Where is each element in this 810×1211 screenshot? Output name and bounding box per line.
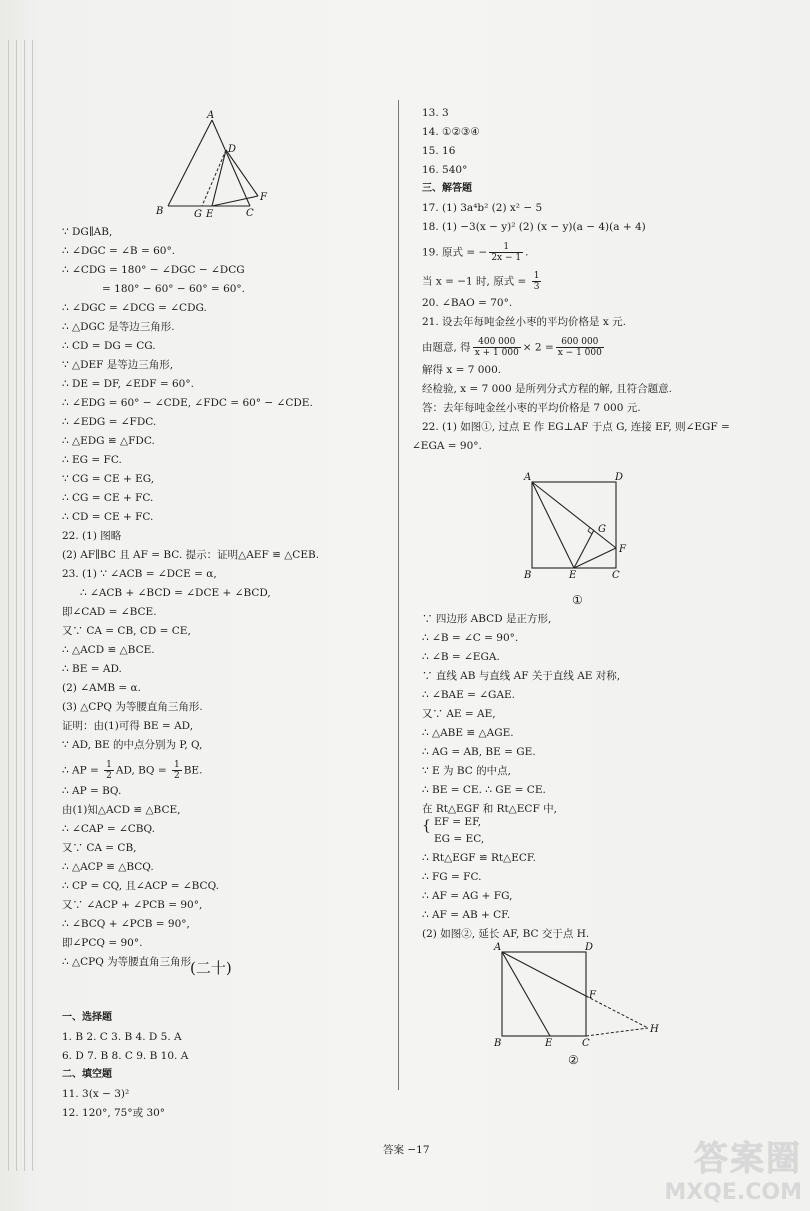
proof-line: ∴ CD = CE + FC. bbox=[62, 511, 154, 523]
svg-text:B: B bbox=[156, 206, 164, 217]
proof-line: ∵ 直线 AB 与直线 AF 关于直线 AE 对称, bbox=[422, 670, 621, 682]
proof-line: (2) ∠AMB = α. bbox=[62, 682, 141, 694]
section-title: (二十) bbox=[190, 959, 232, 977]
proof-line: ∴ BE = CE. ∴ GE = CE. bbox=[422, 784, 546, 796]
answer-line-fraction: 19. 原式 = − $\frac{1}{2x - 1}$ . bbox=[422, 242, 529, 263]
binding-edge bbox=[32, 40, 33, 1171]
answer-line-fraction: 由题意, 得 $\frac{400 000}{x + 1 000}$ × 2 = $\frac{600 000}{x - 1 000}$ bbox=[422, 337, 602, 358]
svg-text:C: C bbox=[582, 1038, 590, 1049]
answer-line: 13. 3 bbox=[422, 107, 449, 119]
proof-line: 又∵ ∠ACP + ∠PCB = 90°, bbox=[62, 899, 203, 911]
answer-line: 解得 x = 7 000. bbox=[422, 364, 502, 376]
svg-text:②: ② bbox=[568, 1053, 579, 1067]
fraction: $\frac{1}{2}$ bbox=[106, 760, 112, 781]
fill-answer: 12. 120°, 75°或 30° bbox=[62, 1107, 166, 1119]
proof-line: ∴ △ACP ≌ △BCQ. bbox=[62, 861, 154, 873]
proof-line: 23. (1) ∵ ∠ACB = ∠DCE = α, bbox=[62, 568, 217, 580]
answer-line: 14. ①②③④ bbox=[422, 126, 480, 138]
proof-line: ∴ ∠CDG = 180° − ∠DGC − ∠DCG bbox=[62, 264, 245, 276]
binding-edge bbox=[16, 40, 17, 1171]
answer-line: 18. (1) −3(x − y)² (2) (x − y)(a − 4)(a + 4) bbox=[422, 221, 646, 233]
proof-line: 在 Rt△EGF 和 Rt△ECF 中, bbox=[422, 803, 557, 815]
choice-answers-row: 6. D 7. B 8. C 9. B 10. A bbox=[62, 1050, 189, 1062]
svg-text:H: H bbox=[650, 1024, 659, 1035]
fraction: $\frac{1}{2x - 1}$ bbox=[491, 242, 522, 263]
answer-line: 17. (1) 3a⁴b² (2) x² − 5 bbox=[422, 202, 543, 214]
proof-line: (2) 如图②, 延长 AF, BC 交于点 H. bbox=[422, 928, 590, 940]
proof-line: ∵ E 为 BC 的中点, bbox=[422, 765, 511, 777]
answer-line: 21. 设去年每吨金丝小枣的平均价格是 x 元. bbox=[422, 316, 626, 328]
answer-line: 20. ∠BAO = 70°. bbox=[422, 297, 513, 309]
svg-text:C: C bbox=[246, 208, 254, 219]
proof-line: ∴ Rt△EGF ≌ Rt△ECF. bbox=[422, 852, 536, 864]
proof-line: 又∵ CA = CB, CD = CE, bbox=[62, 625, 191, 637]
proof-line: 即∠CAD = ∠BCE. bbox=[62, 606, 157, 618]
proof-line: ∴ △EDG ≌ △FDC. bbox=[62, 435, 155, 447]
proof-line: ∴ AP = BQ. bbox=[62, 785, 122, 797]
svg-text:F: F bbox=[260, 192, 267, 203]
proof-line: ∴ EG = FC. bbox=[62, 454, 122, 466]
svg-text:B: B bbox=[494, 1038, 502, 1049]
fraction: $\frac{1}{3}$ bbox=[533, 271, 540, 292]
proof-line: ∴ △CPQ 为等腰直角三角形. bbox=[62, 956, 195, 968]
column-divider bbox=[398, 100, 399, 1090]
choice-answers-row: 1. B 2. C 3. B 4. D 5. A bbox=[62, 1031, 182, 1043]
proof-line: ∴ AG = AB, BE = GE. bbox=[422, 746, 536, 758]
proof-line: 22. (1) 图略 bbox=[62, 530, 122, 542]
svg-text:F: F bbox=[589, 990, 596, 1001]
proof-line: ∴ △DGC 是等边三角形. bbox=[62, 321, 175, 333]
proof-line: ∴ FG = FC. bbox=[422, 871, 482, 883]
svg-text:E: E bbox=[545, 1038, 553, 1049]
proof-line: ∴ CP = CQ, 且∠ACP = ∠BCQ. bbox=[62, 880, 220, 892]
svg-text:G: G bbox=[598, 524, 606, 535]
proof-line: ∴ △ACD ≌ △BCE. bbox=[62, 644, 155, 656]
proof-line: ∴ AF = AB + CF. bbox=[422, 909, 511, 921]
proof-line: 证明：由(1)可得 BE = AD, bbox=[62, 720, 194, 732]
proof-line: 又∵ CA = CB, bbox=[62, 842, 137, 854]
svg-text:B: B bbox=[524, 570, 532, 581]
proof-line: ∴ BE = AD. bbox=[62, 663, 122, 675]
svg-text:F: F bbox=[619, 544, 626, 555]
answer-line: 15. 16 bbox=[422, 145, 456, 157]
square-figure-2 bbox=[490, 940, 670, 1075]
proof-line: ∴ ∠ACB + ∠BCD = ∠DCE + ∠BCD, bbox=[80, 587, 271, 599]
answer-line: 22. (1) 如图①, 过点 E 作 EG⊥AF 于点 G, 连接 EF, 则∠EGF = bbox=[422, 421, 730, 433]
proof-line: ∴ △ABE ≌ △AGE. bbox=[422, 727, 514, 739]
svg-text:A: A bbox=[207, 110, 215, 121]
binding-edge bbox=[24, 40, 25, 1171]
proof-line: ∴ ∠DGC = ∠DCG = ∠CDG. bbox=[62, 302, 207, 314]
binding-edge bbox=[8, 40, 9, 1171]
svg-text:D: D bbox=[228, 144, 237, 155]
proof-line: (3) △CPQ 为等腰直角三角形. bbox=[62, 701, 203, 713]
solve-section-title: 三、解答题 bbox=[422, 183, 472, 194]
answer-line: 经检验, x = 7 000 是所列分式方程的解, 且符合题意. bbox=[422, 383, 672, 395]
proof-line: ∴ CD = DG = CG. bbox=[62, 340, 156, 352]
svg-text:C: C bbox=[612, 570, 620, 581]
proof-line: ∴ ∠EDG = 60° − ∠CDE, ∠FDC = 60° − ∠CDE. bbox=[62, 397, 313, 409]
proof-line: ∴ DE = DF, ∠EDF = 60°. bbox=[62, 378, 194, 390]
fill-section-title: 二、填空题 bbox=[62, 1069, 112, 1080]
svg-text:A: A bbox=[524, 472, 532, 483]
brace-icon: { bbox=[422, 818, 431, 834]
proof-line: ∵ CG = CE + EG, bbox=[62, 473, 155, 485]
svg-text:E: E bbox=[206, 209, 214, 220]
proof-line: ∴ ∠CAP = ∠CBQ. bbox=[62, 823, 155, 835]
proof-line: ∴ ∠DGC = ∠B = 60°. bbox=[62, 245, 176, 257]
choice-section-title: 一、选择题 bbox=[62, 1012, 112, 1023]
svg-text:G: G bbox=[194, 209, 202, 220]
answer-line-fraction: 当 x = −1 时, 原式 = $\frac{1}{3}$ bbox=[422, 271, 540, 292]
svg-text:A: A bbox=[494, 942, 502, 953]
watermark-logo: 答案圈 MXQE.COM bbox=[664, 1139, 802, 1205]
proof-line: ∵ DG∥AB, bbox=[62, 226, 113, 238]
proof-line: 由(1)知△ACD ≌ △BCE, bbox=[62, 804, 181, 816]
proof-line: ∴ CG = CE + FC. bbox=[62, 492, 154, 504]
proof-line: ∴ ∠BCQ + ∠PCB = 90°, bbox=[62, 918, 190, 930]
svg-text:D: D bbox=[585, 942, 594, 953]
proof-line: ∴ ∠B = ∠EGA. bbox=[422, 651, 500, 663]
proof-line: EG = EC, bbox=[434, 833, 485, 845]
proof-line: 即∠PCQ = 90°. bbox=[62, 937, 143, 949]
answer-line: 答：去年每吨金丝小枣的平均价格是 7 000 元. bbox=[422, 402, 641, 414]
svg-text:①: ① bbox=[572, 593, 583, 607]
svg-text:D: D bbox=[615, 472, 624, 483]
page-footer: 答案 −17 bbox=[383, 1144, 430, 1156]
proof-line: ∵ 四边形 ABCD 是正方形, bbox=[422, 613, 552, 625]
fraction: $\frac{600 000}{x - 1 000}$ bbox=[557, 337, 602, 358]
answer-line: ∠EGA = 90°. bbox=[412, 440, 482, 452]
proof-line: EF = EF, bbox=[434, 816, 482, 828]
proof-line: (2) AF∥BC 且 AF = BC. 提示：证明△AEF ≌ △CEB. bbox=[62, 549, 320, 561]
proof-line: ∴ AF = AG + FG, bbox=[422, 890, 513, 902]
proof-line: ∴ ∠BAE = ∠GAE. bbox=[422, 689, 516, 701]
proof-line: ∵ △DEF 是等边三角形, bbox=[62, 359, 174, 371]
svg-text:E: E bbox=[569, 570, 577, 581]
proof-line: = 180° − 60° − 60° = 60°. bbox=[102, 283, 246, 295]
triangle-figure bbox=[150, 108, 280, 223]
proof-line-fraction: ∴ AP = $\frac{1}{2}$ AD, BQ = $\frac{1}{2}$ BE. bbox=[62, 760, 203, 781]
answer-line: 16. 540° bbox=[422, 164, 468, 176]
proof-line: ∵ AD, BE 的中点分别为 P, Q, bbox=[62, 739, 203, 751]
fill-answer: 11. 3(x − 3)² bbox=[62, 1088, 130, 1100]
fraction: $\frac{400 000}{x + 1 000}$ bbox=[474, 337, 519, 358]
fraction: $\frac{1}{2}$ bbox=[173, 760, 180, 781]
proof-line: ∴ ∠EDG = ∠FDC. bbox=[62, 416, 157, 428]
proof-line: ∴ ∠B = ∠C = 90°. bbox=[422, 632, 519, 644]
proof-line: 又∵ AE = AE, bbox=[422, 708, 496, 720]
square-figure-1 bbox=[518, 470, 638, 610]
